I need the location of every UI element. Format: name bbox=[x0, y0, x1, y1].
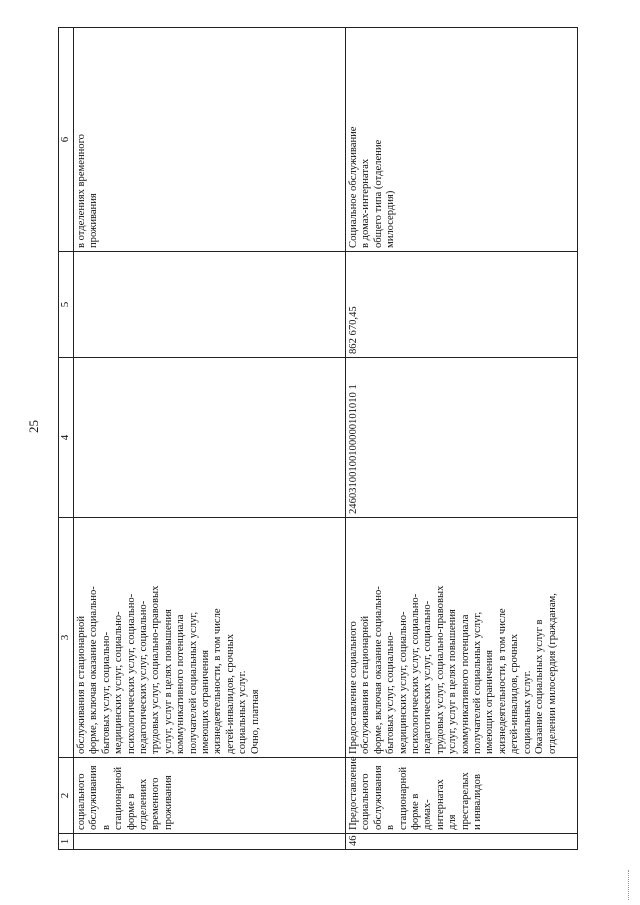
table-row bbox=[74, 28, 346, 850]
amount: 862 670,45 bbox=[346, 252, 578, 358]
row-number: 46 bbox=[346, 834, 578, 850]
document-table-rotated bbox=[58, 28, 580, 850]
registry-code bbox=[74, 358, 346, 518]
col-header-3: 3 bbox=[59, 518, 74, 758]
note: Социальное обслуживание в домах-интернатах общего типа (отделение милосердия) bbox=[346, 28, 578, 252]
table-row bbox=[346, 28, 578, 850]
service-name: Предоставление социального обслуживания в стационарной форме в домах- интернатах для престарелых и инвалидов bbox=[346, 758, 578, 834]
col-header-2: 2 bbox=[59, 758, 74, 834]
service-content: Предоставление социального обслуживания в стационарной форме, включая оказание социально- бытовых услуг, социально- медицинских услуг, социально- психологических услуг, социально- педагогических услуг, социально- трудовых услуг, социально-правовых услуг, услуг в целях повышения коммуникативного потенциала получателей социальных услуг, имеющих ограничения жизнедеятельности, в том числе детей-инвалидов, срочных социальных услуг. Оказание социальных услуг в отделении милосердия (гражданам, bbox=[346, 518, 578, 758]
col-header-1: 1 bbox=[59, 834, 74, 850]
header-row bbox=[59, 28, 74, 850]
amount bbox=[74, 252, 346, 358]
services-table bbox=[58, 27, 578, 850]
row-number bbox=[74, 834, 346, 850]
service-content: обслуживания в стационарной форме, включая оказание социально- бытовых услуг, социально- медицинских услуг, социально- психологических услуг, социально- педагогических услуг, социально- трудовых услуг, социально-правовых услуг, услуг в целях повышения коммуникативного потенциала получателей социальных услуг, имеющих ограничения жизнедеятельности, в том числе детей-инвалидов, срочных социальных услуг. Очно, платная bbox=[74, 518, 346, 758]
page-number: 25 bbox=[26, 420, 41, 433]
service-name: социального обслуживания в стационарной форме в отделениях временного проживания bbox=[74, 758, 346, 834]
scan-edge-mark bbox=[628, 870, 631, 900]
col-header-5: 5 bbox=[59, 252, 74, 358]
note: в отделениях временного проживания bbox=[74, 28, 346, 252]
col-header-6: 6 bbox=[59, 28, 74, 252]
col-header-4: 4 bbox=[59, 358, 74, 518]
registry-code: 24603100100100000101010 1 bbox=[346, 358, 578, 518]
